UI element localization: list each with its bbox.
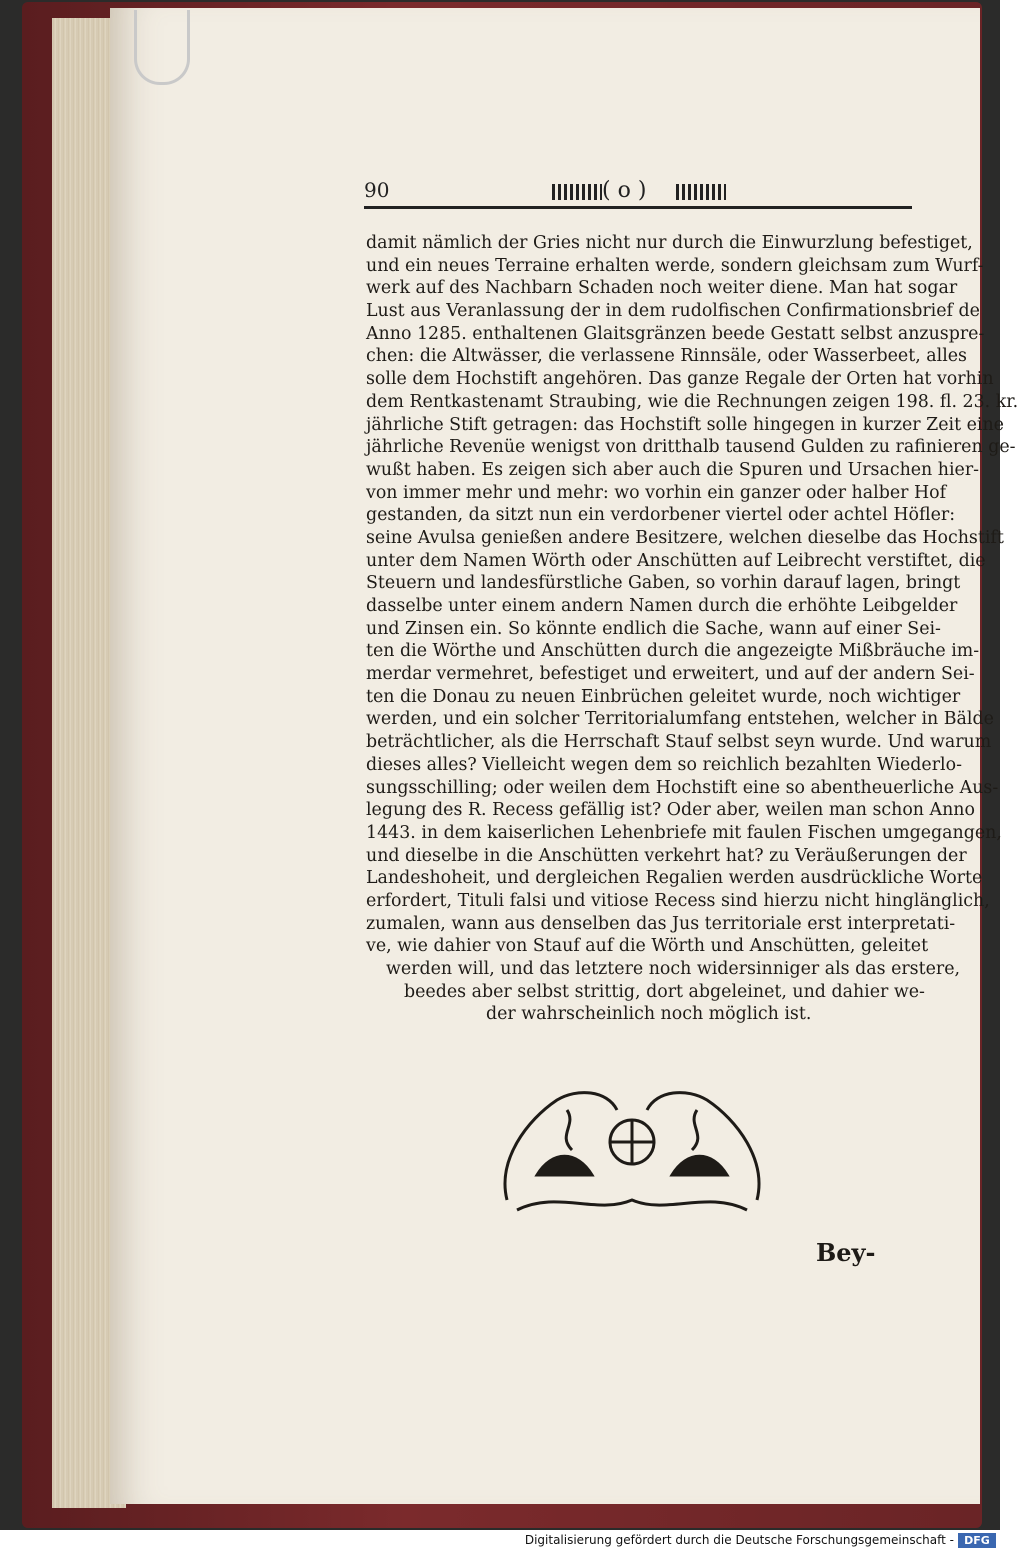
text-line: ten die Wörthe und Anschütten durch die angezeigte Mißbräuche im- (366, 641, 980, 662)
text-line: und dieselbe in die Anschütten verkehrt hat? zu Veräußerungen der (366, 845, 967, 866)
text-line: jährliche Revenüe wenigst von dritthalb tausend Gulden zu rafinieren ge- (366, 437, 1016, 458)
text-line: und Zinsen ein. So könnte endlich die Sache, wann auf einer Sei- (366, 618, 941, 639)
dfg-logo: DFG (958, 1533, 996, 1548)
text-line: der wahrscheinlich noch möglich ist. (486, 1004, 812, 1025)
catchword: Bey- (816, 1238, 876, 1267)
body-text (366, 232, 1018, 1026)
text-line: beträchtlicher, als die Herrschaft Stauf selbst seyn wurde. Und warum (366, 732, 992, 753)
paper-clip (134, 10, 190, 85)
footer-bar (0, 1530, 1000, 1553)
text-line: zumalen, wann aus denselben das Jus territoriale erst interpretati- (366, 913, 956, 934)
text-line: ve, wie dahier von Stauf auf die Wörth und Anschütten, geleitet (366, 936, 929, 957)
text-line: gestanden, da sitzt nun ein verdorbener viertel oder achtel Höfler: (366, 505, 956, 526)
text-line: unter dem Namen Wörth oder Anschütten auf Leibrecht verstiftet, die (366, 550, 986, 571)
header-rule (364, 206, 912, 209)
header-ornament-right (676, 184, 726, 200)
text-line: Steuern und landesfürstliche Gaben, so vorhin darauf lagen, bringt (366, 573, 961, 594)
funding-credit: Digitalisierung gefördert durch die Deutsche Forschungsgemeinschaft - (524, 1533, 954, 1547)
text-line: legung des R. Recess gefällig ist? Oder aber, weilen man schon Anno (366, 800, 975, 821)
text-line: merdar vermehret, befestiget und erweitert, und auf der andern Sei- (366, 664, 975, 685)
text-line: werden will, und das letztere noch widersinniger als das erstere, (386, 959, 961, 979)
text-line: Lust aus Veranlassung der in dem rudolfischen Confirmationsbrief de (366, 301, 980, 322)
text-line: ten die Donau zu neuen Einbrüchen geleitet wurde, noch wichtiger (366, 686, 961, 707)
text-line: Anno 1285. enthaltenen Glaitsgränzen beede Gestatt selbst anzuspre- (366, 323, 985, 344)
header-mark: ( o ) (602, 178, 647, 203)
text-line: erfordert, Tituli falsi und vitiose Recess sind hierzu nicht hinglänglich, (366, 890, 990, 911)
text-line: dasselbe unter einem andern Namen durch die erhöhte Leibgelder (366, 596, 958, 616)
text-line: sungsschilling; oder weilen dem Hochstift eine so abentheuerliche Aus- (366, 777, 999, 798)
text-line: 1443. in dem kaiserlichen Lehenbriefe mit faulen Fischen umgegangen, (366, 822, 1002, 843)
text-line: von immer mehr und mehr: wo vorhin ein ganzer oder halber Hof (366, 482, 947, 503)
text-line: werk auf des Nachbarn Schaden noch weiter diene. Man hat sogar (366, 278, 958, 299)
text-line: chen: die Altwässer, die verlassene Rinnsäle, oder Wasserbeet, alles (366, 346, 967, 367)
text-line: dieses alles? Vielleicht wegen dem so reichlich bezahlten Wiederlo- (366, 754, 962, 775)
text-line: damit nämlich der Gries nicht nur durch die Einwurzlung befestiget, (366, 233, 973, 253)
header-ornament-left (552, 184, 602, 200)
text-line: wußt haben. Es zeigen sich aber auch die Spuren und Ursachen hier- (366, 459, 980, 480)
text-line: und ein neues Terraine erhalten werde, sondern gleichsam zum Wurf- (366, 255, 984, 276)
text-line: seine Avulsa genießen andere Besitzere, welchen dieselbe das Hochstift (366, 527, 1004, 548)
text-line: beedes aber selbst strittig, dort abgeleinet, und dahier we- (404, 981, 925, 1002)
page-header (364, 178, 912, 212)
text-line: dem Rentkastenamt Straubing, wie die Rechnungen zeigen 198. fl. 23. kr. (366, 391, 1018, 412)
text-line: Landeshoheit, und dergleichen Regalien werden ausdrückliche Worte (366, 868, 983, 889)
text-line: solle dem Hochstift angehören. Das ganze Regale der Orten hat vorhin (366, 369, 994, 390)
text-line: jährliche Stift getragen: das Hochstift solle hingegen in kurzer Zeit eine (366, 414, 1004, 435)
ornamental-vignette (497, 1080, 767, 1220)
text-line: werden, und ein solcher Territorialumfang entstehen, welcher in Bälde (366, 709, 994, 730)
page-number: 90 (364, 178, 390, 202)
